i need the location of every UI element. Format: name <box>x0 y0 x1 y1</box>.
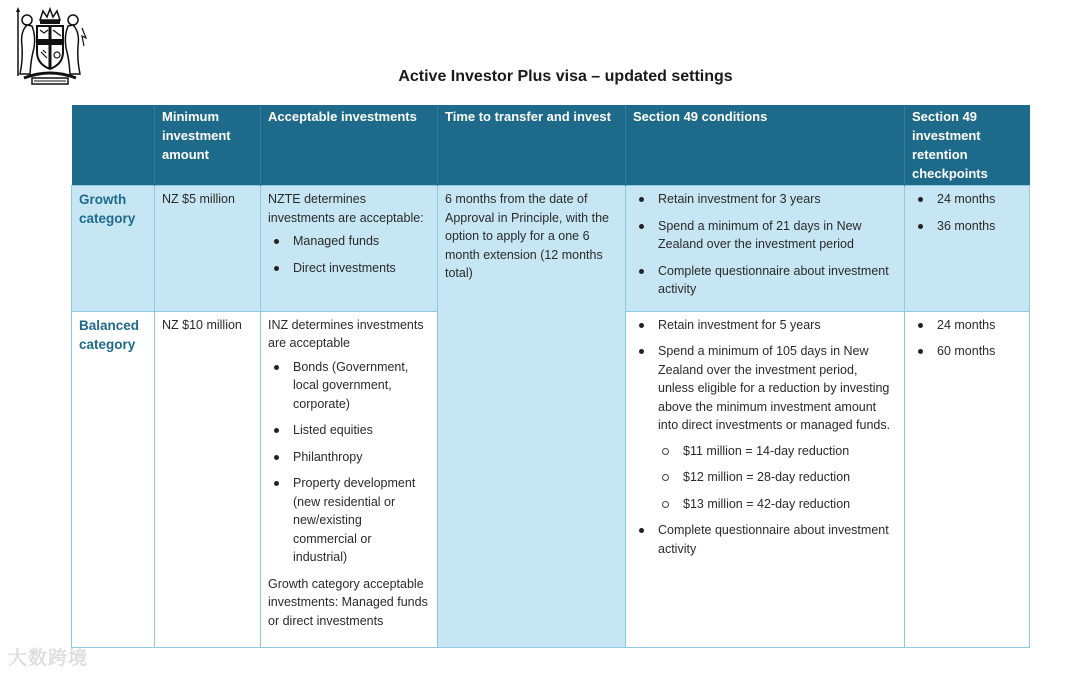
table-header-row <box>72 105 1030 186</box>
header-category <box>72 105 155 186</box>
checkpoints-cell <box>905 311 1030 648</box>
acceptable-investments-cell <box>261 311 438 648</box>
checkpoints-list <box>912 190 1021 235</box>
visa-settings-table <box>71 105 1030 648</box>
list-item: $11 million = 14-day reduction <box>683 442 896 461</box>
header-section-49-conditions: Section 49 conditions <box>626 105 905 186</box>
list-item: $13 million = 42-day reduction <box>683 495 896 514</box>
list-item: Retain investment for 5 years <box>658 316 896 335</box>
time-to-transfer-cell: 6 months from the date of Approval in Principle, with the option to apply for a one 6 month extension (12 months total) <box>438 186 626 648</box>
list-item: Complete questionnaire about investment activity <box>658 262 896 299</box>
conditions-list <box>633 190 896 299</box>
watermark: 大数跨境 <box>8 648 89 669</box>
minimum-amount: NZ $5 million <box>155 186 261 312</box>
table-row-growth <box>72 186 1030 312</box>
conditions-list <box>633 316 896 559</box>
acceptable-note: Growth category acceptable investments: Managed funds or direct investments <box>268 576 428 628</box>
list-item: Philanthropy <box>293 448 429 467</box>
conditions-cell <box>626 311 905 648</box>
checkpoints-list <box>912 316 1021 361</box>
header-time-to-transfer: Time to transfer and invest <box>438 105 626 186</box>
list-item: Listed equities <box>293 421 429 440</box>
list-item: Complete questionnaire about investment activity <box>658 521 896 558</box>
list-item: 24 months <box>937 316 1021 335</box>
condition-text: Spend a minimum of 105 days in New Zealand over the investment period, unless eligible for a reduction by investing above the minimum investment amount into direct investments or managed funds. <box>658 344 891 432</box>
list-item: $12 million = 28-day reduction <box>683 468 896 487</box>
acceptable-list <box>268 232 429 277</box>
list-item: Retain investment for 3 years <box>658 190 896 209</box>
acceptable-intro: INZ determines investments are acceptable <box>268 317 424 350</box>
list-item: 60 months <box>937 342 1021 361</box>
list-item: Managed funds <box>293 232 429 251</box>
category-label: Growth category <box>72 186 155 312</box>
minimum-amount: NZ $10 million <box>155 311 261 648</box>
list-item: Direct investments <box>293 259 429 278</box>
checkpoints-cell <box>905 186 1030 312</box>
acceptable-intro: NZTE determines investments are acceptable: <box>268 192 424 225</box>
header-retention-checkpoints: Section 49 investment retention checkpoints <box>905 105 1030 186</box>
conditions-cell <box>626 186 905 312</box>
header-minimum-investment: Minimum investment amount <box>155 105 261 186</box>
list-item: Property development (new residential or new/existing commercial or industrial) <box>293 474 429 567</box>
list-item: Spend a minimum of 21 days in New Zealand over the investment period <box>658 217 896 254</box>
acceptable-list <box>268 358 429 567</box>
header-acceptable-investments: Acceptable investments <box>261 105 438 186</box>
document-title: Active Investor Plus visa – updated settings <box>398 68 733 85</box>
reduction-sublist <box>658 442 896 514</box>
list-item: Bonds (Government, local government, corporate) <box>293 358 429 414</box>
list-item: 24 months <box>937 190 1021 209</box>
acceptable-investments-cell <box>261 186 438 312</box>
category-label: Balanced category <box>72 311 155 648</box>
list-item: 36 months <box>937 217 1021 236</box>
list-item <box>658 342 896 513</box>
